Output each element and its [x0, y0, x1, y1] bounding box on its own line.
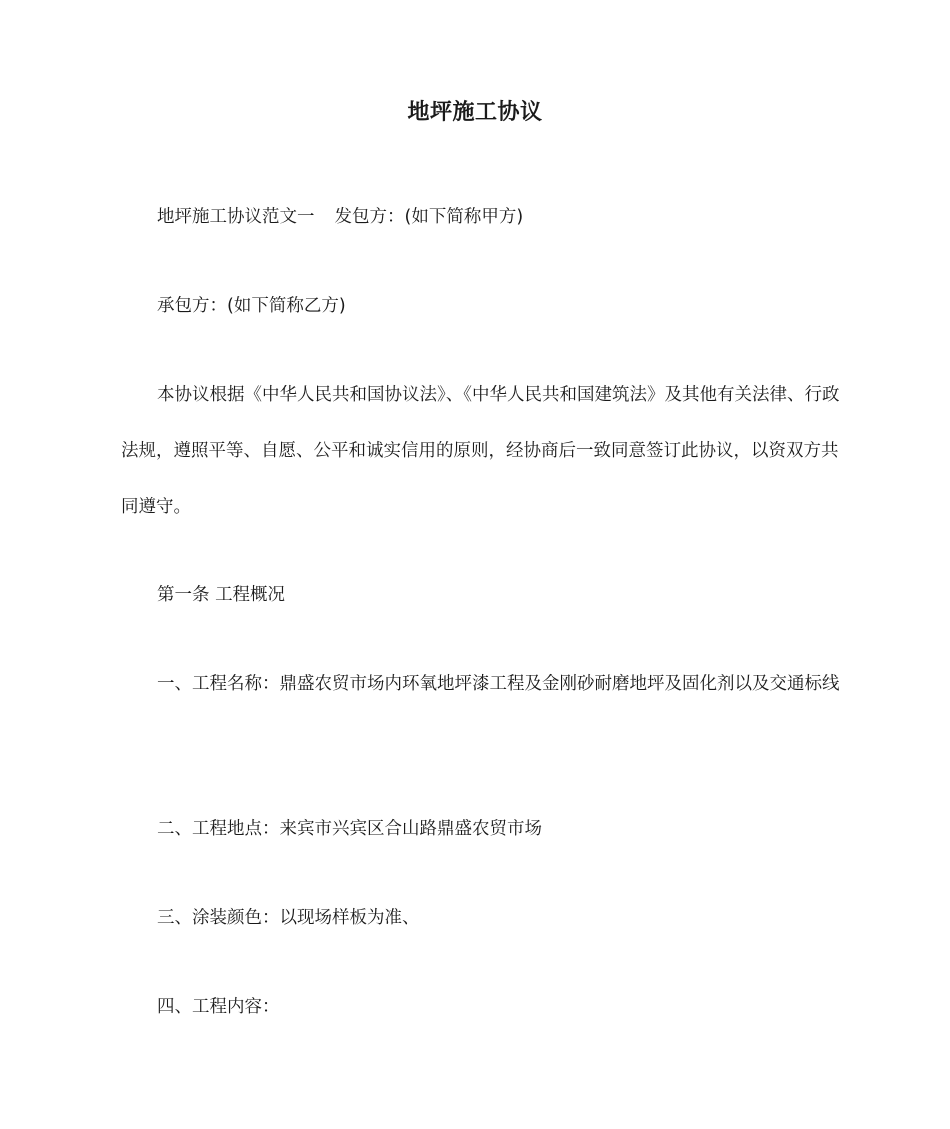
- project-content-item: 四、工程内容：: [157, 997, 280, 1017]
- contractor-paragraph: 承包方：(如下简称乙方): [157, 296, 346, 316]
- article-1-heading: 第一条 工程概况: [157, 585, 286, 605]
- intro-text-part2: 发包方：(如下简称甲方): [334, 207, 524, 227]
- project-location-item: 二、工程地点：来宾市兴宾区合山路鼎盛农贸市场: [157, 819, 542, 839]
- intro-text-part1: 地坪施工协议范文一: [157, 207, 315, 227]
- document-title: 地坪施工协议: [407, 100, 543, 125]
- intro-paragraph: [121, 189, 841, 245]
- coating-color-item: 三、涂装颜色：以现场样板为准、: [157, 908, 420, 928]
- project-name-item: 一、工程名称：鼎盛农贸市场内环氧地坪漆工程及金刚砂耐磨地坪及固化剂以及交通标线: [157, 674, 840, 694]
- preamble-paragraph: 本协议根据《中华人民共和国协议法》、《中华人民共和国建筑法》及其他有关法律、行政法规，遵照平等、自愿、公平和诚实信用的原则，经协商后一致同意签订此协议，以资双方共同遵守。: [121, 385, 840, 517]
